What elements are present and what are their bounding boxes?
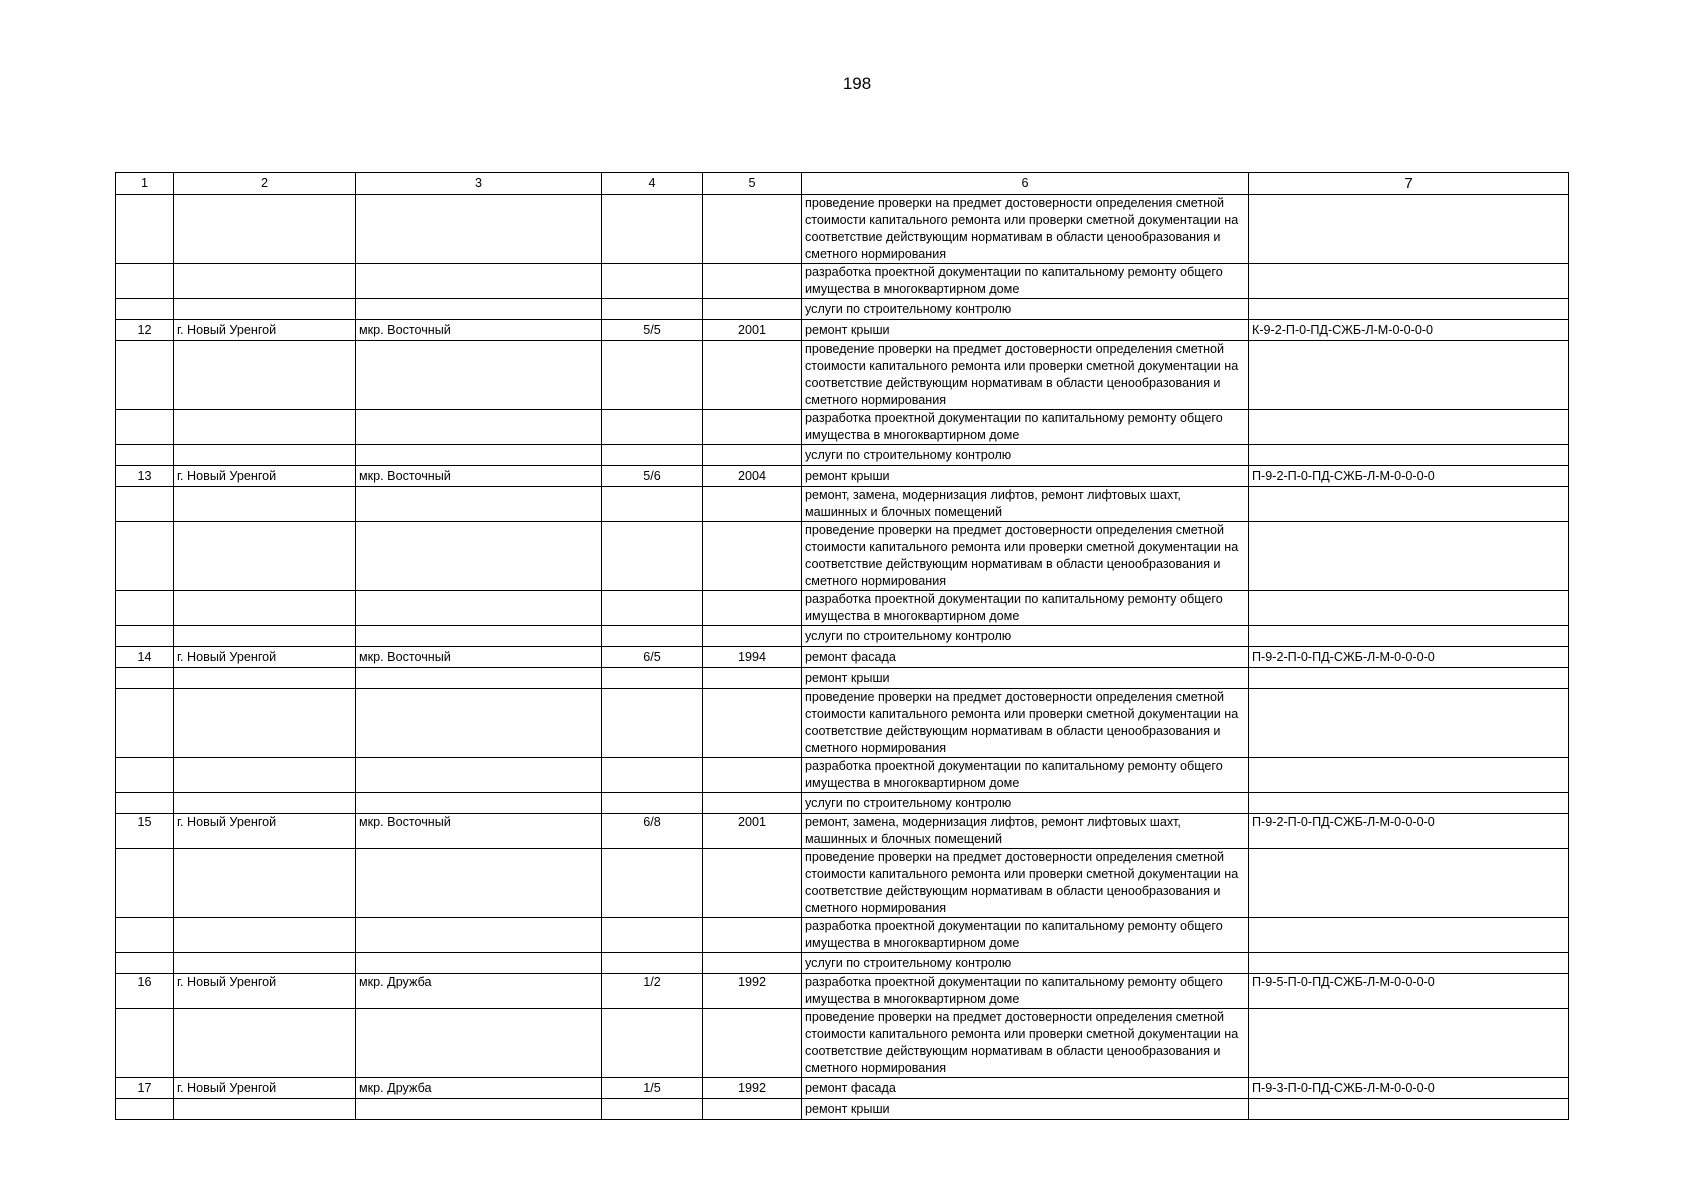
table-row (116, 814, 1569, 849)
row-number (116, 591, 174, 626)
work-type-cell: проведение проверки на предмет достоверности определения сметной стоимости капитального ремонта или проверки сметной документации на соответствие действующим нормативам в области ценообразования и сметного нормирования (802, 522, 1249, 591)
city-cell: г. Новый Уренгой (174, 974, 356, 1009)
year-cell (703, 195, 802, 264)
row-number (116, 626, 174, 647)
house-number-cell (602, 1099, 703, 1120)
work-type-cell: услуги по строительному контролю (802, 953, 1249, 974)
work-type-cell: ремонт, замена, модернизация лифтов, ремонт лифтовых шахт, машинных и блочных помещений (802, 487, 1249, 522)
district-cell (356, 410, 602, 445)
house-number-cell (602, 918, 703, 953)
work-type-cell: разработка проектной документации по капитальному ремонту общего имущества в многоквартирном доме (802, 758, 1249, 793)
city-cell (174, 445, 356, 466)
work-type-cell: разработка проектной документации по капитальному ремонту общего имущества в многоквартирном доме (802, 264, 1249, 299)
year-cell: 2004 (703, 466, 802, 487)
row-number (116, 1099, 174, 1120)
building-code-cell (1249, 522, 1569, 591)
year-cell: 2001 (703, 814, 802, 849)
city-cell (174, 758, 356, 793)
district-cell: мкр. Дружба (356, 1078, 602, 1099)
table-row (116, 466, 1569, 487)
city-cell (174, 195, 356, 264)
city-cell (174, 264, 356, 299)
header-cell-2: 2 (174, 173, 356, 195)
building-code-cell (1249, 758, 1569, 793)
building-code-cell (1249, 1099, 1569, 1120)
house-number-cell: 6/5 (602, 647, 703, 668)
building-code-cell (1249, 849, 1569, 918)
district-cell: мкр. Восточный (356, 814, 602, 849)
city-cell (174, 689, 356, 758)
table-row (116, 487, 1569, 522)
city-cell (174, 849, 356, 918)
work-type-cell: услуги по строительному контролю (802, 793, 1249, 814)
header-cell-4: 4 (602, 173, 703, 195)
building-code-cell (1249, 591, 1569, 626)
year-cell (703, 668, 802, 689)
table-row (116, 626, 1569, 647)
year-cell (703, 689, 802, 758)
header-cell-1: 1 (116, 173, 174, 195)
row-number: 16 (116, 974, 174, 1009)
row-number (116, 487, 174, 522)
table-row (116, 849, 1569, 918)
year-cell (703, 849, 802, 918)
house-number-cell: 1/5 (602, 1078, 703, 1099)
house-number-cell: 5/5 (602, 320, 703, 341)
house-number-cell (602, 341, 703, 410)
building-code-cell: П-9-2-П-0-ПД-СЖБ-Л-М-0-0-0-0 (1249, 814, 1569, 849)
table-row (116, 264, 1569, 299)
district-cell (356, 591, 602, 626)
city-cell: г. Новый Уренгой (174, 814, 356, 849)
house-number-cell (602, 264, 703, 299)
row-number (116, 445, 174, 466)
district-cell (356, 953, 602, 974)
building-code-cell (1249, 341, 1569, 410)
row-number: 12 (116, 320, 174, 341)
house-number-cell (602, 195, 703, 264)
building-code-cell: К-9-2-П-0-ПД-СЖБ-Л-М-0-0-0-0 (1249, 320, 1569, 341)
building-code-cell (1249, 1009, 1569, 1078)
table-row (116, 522, 1569, 591)
work-type-cell: проведение проверки на предмет достоверности определения сметной стоимости капитального ремонта или проверки сметной документации на соответствие действующим нормативам в области ценообразования и сметного нормирования (802, 1009, 1249, 1078)
building-code-cell (1249, 668, 1569, 689)
work-type-cell: ремонт крыши (802, 320, 1249, 341)
building-code-cell (1249, 195, 1569, 264)
house-number-cell: 1/2 (602, 974, 703, 1009)
page-number: 198 (842, 74, 872, 93)
district-cell: мкр. Восточный (356, 647, 602, 668)
year-cell (703, 1009, 802, 1078)
capital-repair-table (115, 172, 1569, 1120)
house-number-cell (602, 299, 703, 320)
year-cell (703, 1099, 802, 1120)
building-code-cell: П-9-5-П-0-ПД-СЖБ-Л-М-0-0-0-0 (1249, 974, 1569, 1009)
row-number: 14 (116, 647, 174, 668)
row-number (116, 410, 174, 445)
work-type-cell: ремонт крыши (802, 668, 1249, 689)
house-number-cell: 5/6 (602, 466, 703, 487)
district-cell (356, 1099, 602, 1120)
house-number-cell (602, 522, 703, 591)
building-code-cell: П-9-2-П-0-ПД-СЖБ-Л-М-0-0-0-0 (1249, 466, 1569, 487)
building-code-cell (1249, 487, 1569, 522)
city-cell (174, 410, 356, 445)
building-code-cell (1249, 953, 1569, 974)
district-cell (356, 264, 602, 299)
header-cell-6: 6 (802, 173, 1249, 195)
work-type-cell: ремонт фасада (802, 647, 1249, 668)
year-cell: 1994 (703, 647, 802, 668)
row-number (116, 758, 174, 793)
row-number (116, 849, 174, 918)
city-cell (174, 626, 356, 647)
district-cell (356, 195, 602, 264)
table-row (116, 647, 1569, 668)
table-row (116, 668, 1569, 689)
table-row (116, 1099, 1569, 1120)
year-cell (703, 953, 802, 974)
row-number: 13 (116, 466, 174, 487)
work-type-cell: ремонт фасада (802, 1078, 1249, 1099)
year-cell (703, 299, 802, 320)
header-cell-7: 7 (1249, 173, 1569, 195)
year-cell: 1992 (703, 1078, 802, 1099)
year-cell (703, 445, 802, 466)
work-type-cell: разработка проектной документации по капитальному ремонту общего имущества в многоквартирном доме (802, 974, 1249, 1009)
year-cell (703, 626, 802, 647)
house-number-cell (602, 849, 703, 918)
row-number (116, 953, 174, 974)
district-cell (356, 626, 602, 647)
city-cell (174, 1099, 356, 1120)
city-cell: г. Новый Уренгой (174, 320, 356, 341)
building-code-cell (1249, 264, 1569, 299)
table-row (116, 689, 1569, 758)
table-row (116, 320, 1569, 341)
table-row (116, 918, 1569, 953)
building-code-cell (1249, 299, 1569, 320)
district-cell (356, 522, 602, 591)
year-cell (703, 487, 802, 522)
city-cell (174, 953, 356, 974)
work-type-cell: проведение проверки на предмет достоверности определения сметной стоимости капитального ремонта или проверки сметной документации на соответствие действующим нормативам в области ценообразования и сметного нормирования (802, 195, 1249, 264)
table-row (116, 1078, 1569, 1099)
house-number-cell (602, 591, 703, 626)
district-cell (356, 341, 602, 410)
district-cell: мкр. Восточный (356, 466, 602, 487)
building-code-cell (1249, 626, 1569, 647)
header-cell-5: 5 (703, 173, 802, 195)
house-number-cell (602, 668, 703, 689)
year-cell (703, 918, 802, 953)
table-row (116, 445, 1569, 466)
work-type-cell: проведение проверки на предмет достоверности определения сметной стоимости капитального ремонта или проверки сметной документации на соответствие действующим нормативам в области ценообразования и сметного нормирования (802, 849, 1249, 918)
city-cell (174, 299, 356, 320)
district-cell: мкр. Дружба (356, 974, 602, 1009)
row-number (116, 793, 174, 814)
table-row (116, 299, 1569, 320)
city-cell (174, 793, 356, 814)
work-type-cell: ремонт крыши (802, 1099, 1249, 1120)
city-cell (174, 341, 356, 410)
table-body (116, 195, 1569, 1120)
table-row (116, 341, 1569, 410)
city-cell (174, 1009, 356, 1078)
table-row (116, 953, 1569, 974)
building-code-cell (1249, 793, 1569, 814)
city-cell (174, 591, 356, 626)
work-type-cell: ремонт, замена, модернизация лифтов, ремонт лифтовых шахт, машинных и блочных помещений (802, 814, 1249, 849)
work-type-cell: ремонт крыши (802, 466, 1249, 487)
work-type-cell: проведение проверки на предмет достоверности определения сметной стоимости капитального ремонта или проверки сметной документации на соответствие действующим нормативам в области ценообразования и сметного нормирования (802, 689, 1249, 758)
district-cell (356, 668, 602, 689)
year-cell: 2001 (703, 320, 802, 341)
work-type-cell: разработка проектной документации по капитальному ремонту общего имущества в многоквартирном доме (802, 918, 1249, 953)
building-code-cell (1249, 410, 1569, 445)
building-code-cell (1249, 445, 1569, 466)
house-number-cell (602, 758, 703, 793)
table-row (116, 1009, 1569, 1078)
work-type-cell: разработка проектной документации по капитальному ремонту общего имущества в многоквартирном доме (802, 591, 1249, 626)
city-cell (174, 487, 356, 522)
district-cell (356, 758, 602, 793)
district-cell (356, 689, 602, 758)
district-cell (356, 487, 602, 522)
district-cell: мкр. Восточный (356, 320, 602, 341)
row-number (116, 918, 174, 953)
row-number (116, 1009, 174, 1078)
row-number (116, 264, 174, 299)
building-code-cell (1249, 918, 1569, 953)
year-cell (703, 793, 802, 814)
year-cell (703, 758, 802, 793)
city-cell: г. Новый Уренгой (174, 466, 356, 487)
row-number (116, 689, 174, 758)
header-cell-3: 3 (356, 173, 602, 195)
building-code-cell (1249, 689, 1569, 758)
year-cell (703, 410, 802, 445)
city-cell: г. Новый Уренгой (174, 1078, 356, 1099)
year-cell (703, 341, 802, 410)
work-type-cell: услуги по строительному контролю (802, 626, 1249, 647)
house-number-cell (602, 626, 703, 647)
city-cell (174, 668, 356, 689)
work-type-cell: услуги по строительному контролю (802, 299, 1249, 320)
row-number (116, 522, 174, 591)
district-cell (356, 445, 602, 466)
year-cell (703, 522, 802, 591)
table-row (116, 758, 1569, 793)
table-row (116, 591, 1569, 626)
house-number-cell (602, 410, 703, 445)
city-cell: г. Новый Уренгой (174, 647, 356, 668)
year-cell: 1992 (703, 974, 802, 1009)
building-code-cell: П-9-3-П-0-ПД-СЖБ-Л-М-0-0-0-0 (1249, 1078, 1569, 1099)
year-cell (703, 264, 802, 299)
city-cell (174, 918, 356, 953)
district-cell (356, 918, 602, 953)
house-number-cell (602, 689, 703, 758)
year-cell (703, 591, 802, 626)
district-cell (356, 1009, 602, 1078)
house-number-cell (602, 1009, 703, 1078)
work-type-cell: услуги по строительному контролю (802, 445, 1249, 466)
district-cell (356, 299, 602, 320)
row-number: 17 (116, 1078, 174, 1099)
row-number: 15 (116, 814, 174, 849)
table-row (116, 410, 1569, 445)
building-code-cell: П-9-2-П-0-ПД-СЖБ-Л-М-0-0-0-0 (1249, 647, 1569, 668)
row-number (116, 341, 174, 410)
table-row (116, 195, 1569, 264)
work-type-cell: проведение проверки на предмет достоверности определения сметной стоимости капитального ремонта или проверки сметной документации на соответствие действующим нормативам в области ценообразования и сметного нормирования (802, 341, 1249, 410)
district-cell (356, 849, 602, 918)
house-number-cell (602, 953, 703, 974)
table-row (116, 974, 1569, 1009)
row-number (116, 195, 174, 264)
house-number-cell (602, 487, 703, 522)
table-row (116, 793, 1569, 814)
header-row (116, 173, 1569, 195)
work-type-cell: разработка проектной документации по капитальному ремонту общего имущества в многоквартирном доме (802, 410, 1249, 445)
district-cell (356, 793, 602, 814)
row-number (116, 668, 174, 689)
house-number-cell: 6/8 (602, 814, 703, 849)
house-number-cell (602, 793, 703, 814)
row-number (116, 299, 174, 320)
house-number-cell (602, 445, 703, 466)
city-cell (174, 522, 356, 591)
